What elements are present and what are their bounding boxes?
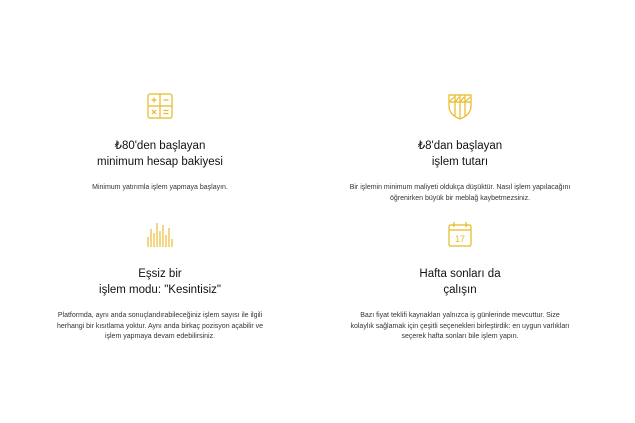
feature-min-balance: [30, 91, 290, 194]
feature-continuous-mode: [30, 219, 290, 343]
feature-description: [330, 311, 590, 343]
feature-title: [330, 266, 590, 298]
feature-desc-line-1: Platformda, aynı anda sonuçlandırabileceğiniz işlem sayısı ile ilgili: [57, 312, 263, 319]
shield-icon: [445, 91, 475, 121]
feature-desc-line-3: işlem yapmaya devam edebilirsiniz.: [104, 333, 216, 340]
feature-title: [30, 266, 290, 298]
feature-title-line-1: ₺80'den başlayan: [114, 140, 206, 152]
feature-desc-line-3: seçerek hafta sonları bile işlem yapın.: [401, 333, 519, 340]
feature-desc-line-1: Bazı fiyat teklifi kaynakları yalnızca iş günlerinde mevcuttur. Size: [360, 312, 560, 319]
feature-title-line-1: ₺8'dan başlayan: [417, 140, 503, 152]
feature-description: [30, 183, 290, 194]
feature-title: [30, 138, 290, 170]
feature-desc-line-1: Minimum yatırımla işlem yapmaya başlayın.: [92, 184, 228, 191]
feature-title-line-1: Hafta sonları da: [419, 268, 501, 280]
feature-title-line-2: minimum hesap bakiyesi: [97, 156, 223, 168]
bars-icon: [145, 219, 175, 249]
feature-weekend-trading: [330, 219, 590, 343]
calculator-icon: [145, 91, 175, 121]
calendar-day: 17: [454, 234, 466, 244]
feature-description: [330, 183, 590, 204]
feature-title-line-2: çalışın: [443, 284, 477, 296]
feature-title: [330, 138, 590, 170]
feature-title-line-1: Eşsiz bir: [138, 268, 182, 280]
feature-title-line-2: işlem tutarı: [431, 156, 489, 168]
feature-title-line-2: işlem modu: "Kesintisiz": [99, 284, 221, 296]
feature-desc-line-2: öğrenirken büyük bir meblağ kaybetmezsiniz.: [389, 194, 531, 202]
feature-trade-amount: [330, 91, 590, 204]
feature-description: [30, 311, 290, 343]
calendar-icon: [445, 219, 475, 249]
feature-desc-line-2: herhangi bir kısıtlama yoktur. Aynı anda birkaç pozisyon açabilir ve: [56, 322, 264, 330]
feature-desc-line-2: kolaylık sağlamak için çeşitli seçenekleri birleştirdik: en uygun varlıkları: [350, 322, 570, 330]
feature-desc-line-1: Bir işlemin minimum maliyeti oldukça düşüktür. Nasıl işlem yapılacağını: [349, 184, 571, 191]
